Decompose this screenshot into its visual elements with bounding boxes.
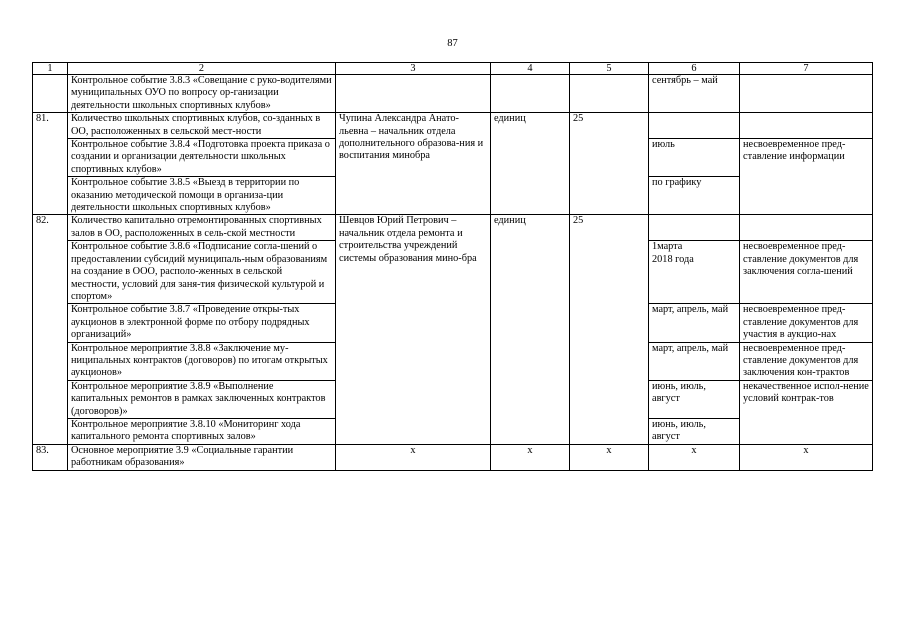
row-number-cell — [33, 75, 68, 113]
table-row — [33, 113, 873, 139]
column-header-7: 7 — [740, 63, 873, 75]
period-cell: июнь, июль, август — [649, 418, 740, 444]
risk-cell — [740, 113, 873, 139]
responsible-cell: Чупина Александра Анато-льевна – начальник отдела дополнительного образова-ния и воспитания минобра — [336, 113, 491, 215]
period-line: 2018 года — [652, 253, 694, 265]
risk-cell: некачественное испол-нение условий контрак-тов — [740, 380, 873, 444]
table-row — [33, 444, 873, 470]
value-cell — [570, 75, 649, 113]
event-name-cell: Контрольное событие 3.8.3 «Совещание с руко-водителями муниципальных ОУО по вопросу ор-ганизации деятельности школьных спортивных клубов» — [68, 75, 336, 113]
period-cell: июнь, июль, август — [649, 380, 740, 418]
value-cell: х — [570, 444, 649, 470]
column-header-3: 3 — [336, 63, 491, 75]
indicator-name-cell: Количество капитально отремонтированных спортивных залов в ОО, расположенных в сель-ской местности — [68, 215, 336, 241]
value-cell: 25 — [570, 113, 649, 215]
period-cell: по графику — [649, 177, 740, 215]
responsible-cell — [336, 75, 491, 113]
page-number: 87 — [447, 38, 458, 49]
row-number-cell: 81. — [33, 113, 68, 215]
period-cell — [649, 113, 740, 139]
period-cell — [649, 215, 740, 241]
unit-cell — [491, 75, 570, 113]
plan-table — [32, 62, 873, 471]
indicator-name-cell: Количество школьных спортивных клубов, со-зданных в ОО, расположенных в сельской мест-ности — [68, 113, 336, 139]
column-header-2: 2 — [68, 63, 336, 75]
risk-cell: несвоевременное пред-ставление документов для участия в аукцио-нах — [740, 304, 873, 342]
period-cell: июль — [649, 139, 740, 177]
risk-cell — [740, 215, 873, 241]
period-cell: март, апрель, май — [649, 342, 740, 380]
responsible-cell: х — [336, 444, 491, 470]
row-number-cell: 83. — [33, 444, 68, 470]
event-name-cell: Контрольное мероприятие 3.8.8 «Заключение му-ниципальных контрактов (договоров) по итогам открытых аукционов» — [68, 342, 336, 380]
risk-cell: несвоевременное пред-ставление документов для заключения кон-трактов — [740, 342, 873, 380]
activity-name-cell: Основное мероприятие 3.9 «Социальные гарантии работникам образования» — [68, 444, 336, 470]
event-name-cell: Контрольное мероприятие 3.8.9 «Выполнение капитальных ремонтов в рамках заключенных контрактов (договоров)» — [68, 380, 336, 418]
unit-cell: х — [491, 444, 570, 470]
event-name-cell: Контрольное событие 3.8.7 «Проведение откры-тых аукционов в электронной форме по отбору подрядных организаций» — [68, 304, 336, 342]
table-row — [33, 75, 873, 113]
event-name-cell: Контрольное событие 3.8.6 «Подписание согла-шений о предоставлении субсидий муниципаль-ным образованиям на создание в ООО, располо-женных в сельской местности, условий для заня-тия физической культурой и спортом» — [68, 241, 336, 304]
risk-cell: х — [740, 444, 873, 470]
risk-cell: несвоевременное пред-ставление информации — [740, 139, 873, 215]
period-cell: сентябрь – май — [649, 75, 740, 113]
header-row — [33, 63, 873, 75]
unit-cell: единиц — [491, 215, 570, 444]
column-header-6: 6 — [649, 63, 740, 75]
responsible-cell: Шевцов Юрий Петрович – начальник отдела ремонта и строительства учреждений системы образования мино-бра — [336, 215, 491, 444]
event-name-cell: Контрольное событие 3.8.5 «Выезд в территории по оказанию методической помощи в организа-ции деятельности школьных спортивных клубов» — [68, 177, 336, 215]
period-cell: март, апрель, май — [649, 304, 740, 342]
period-cell: х — [649, 444, 740, 470]
risk-cell: несвоевременное пред-ставление документов для заключения согла-шений — [740, 241, 873, 304]
column-header-5: 5 — [570, 63, 649, 75]
table-row — [33, 215, 873, 241]
event-name-cell: Контрольное событие 3.8.4 «Подготовка проекта приказа о создании и организации деятельности школьных спортивных клубов» — [68, 139, 336, 177]
column-header-4: 4 — [491, 63, 570, 75]
period-cell — [649, 241, 740, 304]
row-number-cell: 82. — [33, 215, 68, 444]
value-cell: 25 — [570, 215, 649, 444]
column-header-1: 1 — [33, 63, 68, 75]
risk-cell — [740, 75, 873, 113]
event-name-cell: Контрольное мероприятие 3.8.10 «Мониторинг хода капитального ремонта спортивных залов» — [68, 418, 336, 444]
period-line: 1марта — [652, 241, 683, 253]
unit-cell: единиц — [491, 113, 570, 215]
